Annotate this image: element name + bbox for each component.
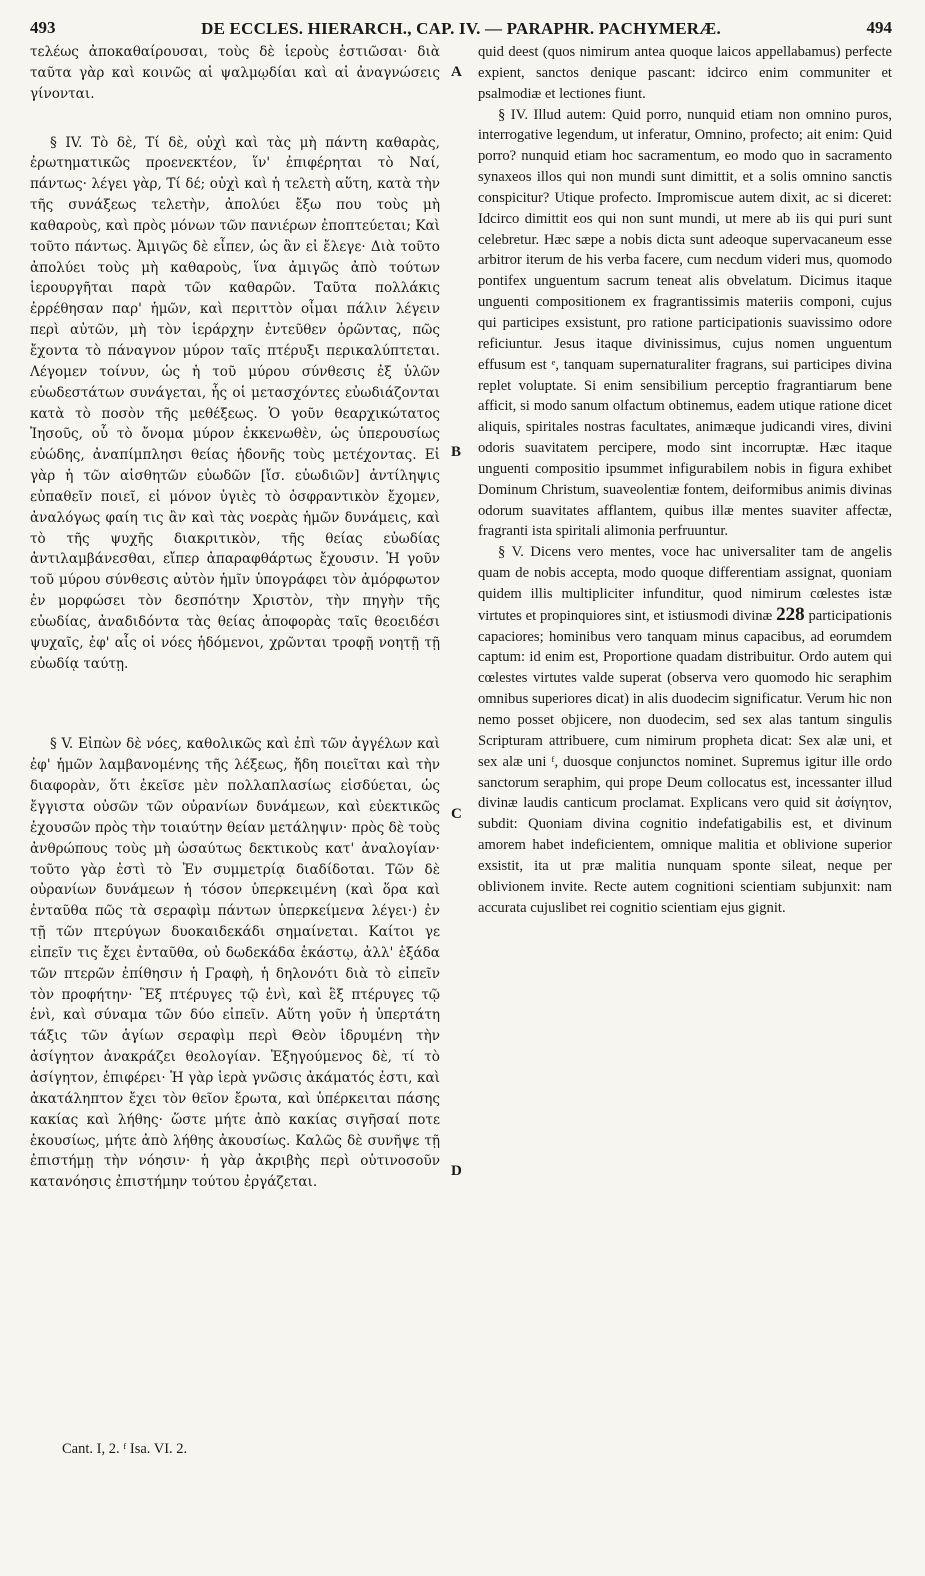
column-number: 228	[776, 603, 805, 625]
margin-letter: C	[451, 806, 462, 822]
greek-paragraph: § IV. Τὸ δὲ, Τί δὲ, οὐχὶ καὶ τὰς μὴ πάντη καθαρὰς, ἐρωτηματικῶς προενεκτέον, ἵν' ἐπιφέρηται τὸ Ναί, πάντως· λέγει γὰρ, Τί δέ; οὐχὶ καὶ ἡ τελετὴ αὕτη, κατὰ τὴν τῆς συνάξεως τελετὴν, ἀπολύει ἔξω που τοὺς μὴ καθαροὺς, καὶ πρὸς μόνων τῶν πανιέρων ἐποπτεύεται; Καὶ τοῦτο πάντως. Ἀμιγῶς δὲ εἶπεν, ὡς ἂν εἰ ἔλεγε· Διὰ τοῦτο ἀπολύει τοὺς μὴ καθαροὺς, ἵνα ἀμιγῶς ἀπὸ τούτων ἱερουργῆται παρὰ τῶν καθαρῶν. Ταῦτα πολλάκις ἐρρέθησαν παρ' ἡμῶν, καὶ περιττὸν οἶμαι πάλιν λέγειν περὶ αὐτῶν, μὴ τὸν ἱεράρχην ἐντεῦθεν ὁρῶντας, πῶς ἔχοντα τὸ πάναγνον μύρον ταῖς πτέρυξι περικαλύπτεται. Λέγομεν τοίνυν, ὡς ἡ τοῦ μύρου σύνθεσις ἐξ ὑλῶν εὐωδεστάτων συνάγεται, ἧς οἱ μετασχόντες εὐωδιάζονται κατὰ τὸ ποσὸν τῆς μεθέξεως. Ὁ γοῦν θεαρχικώτατος Ἰησοῦς, οὗ τὸ ὄνομα μύρον ἐκκενωθὲν, ὡς ὑπερουσίως εὐώδης, ἀναπίμπλησι θείας ἡδονῆς τοὺς μετέχοντας. Εἰ γὰρ ἡ τῶν αἰσθητῶν εὐωδῶν [ἴσ. εὐωδιῶν] ἀντίληψις εὐπαθεῖν ποιεῖ, εἰ μόνον ὑγιὲς τὸ ὀσφραντικὸν ἔχομεν, ἀναλόγως φαίη τις ἂν καὶ τὰς νοερὰς ἡμῶν δυνάμεις, καὶ τὸ τῆς ψυχῆς διακριτικὸν, τῆς θείας εὐωδίας ἀντιλαμβάνεσθαι, εἴπερ ἀπαραφθάρτως ἔχουσιν. Ἡ γοῦν τοῦ μύρου σύνθεσις αὐτὸν ἡμῖν ὑπογράφει τὸν ἀμόρφωτον ἐν μορφώσει τὸν δεσπότην Χριστὸν, τὴν πηγὴν τῆς εὐωδίας, ἀναδιδόντα τὰς θείας ἀποφορὰς ταῖς θεοειδέσι ψυχαῖς, ἐφ' αἷς οἱ νόες ἡδόμενοι, χρῶνται τροφῇ νοητῇ τῇ εὐωδίᾳ ταύτῃ.	[30, 134, 440, 672]
latin-paragraph: quid deest (quos nimirum antea quoque laicos appellabamus) perfecte expient, sanctos denique pascant: idcirco enim communiter et psalmodiæ et lectiones fiunt.	[478, 44, 892, 102]
greek-column	[30, 42, 440, 1193]
running-title: DE ECCLES. HIERARCH., CAP. IV. — PARAPHR. PACHYMERÆ.	[201, 19, 721, 38]
page-number-right: 494	[866, 18, 892, 37]
latin-text: participationis capaciores; hominibus vero tanquam minus capacibus, ad eorumdem captum: id enim est, Proportione quadam distribuitur. Ordo autem qui cœlestes virtutes valde superat (observa vero quomodo hic seraphim omnibus superiores dicat) in alis duodecim significatur. Verum hic non nemo posset objicere, non duodecim, sed sex alas tantum singulis Scripturam attribuere, cum nimirum propheta dicat: Sex alæ uni, et sex alæ uni ᶠ, duosque conjunctos nominet. Supremus igitur ille ordo sanctorum seraphim, qui prope Deum collocatus est, incessanter illud divinæ laudis canticum proclamat. Explicans vero quid sit ἀσίγητον, subdit: Quoniam divina cognitio indefatigabilis est, et divinum amorem habet indeficientem, omnique malitia et oblivione superior exsistit, ita ut præ malitia nunquam sponte sileat, neque per oblivionem invite. Recte autem cognitioni scientiam subjunxit: nam accurata cujuslibet rei cognitio scientiam ejus gignit.	[478, 607, 892, 916]
page-number-left: 493	[30, 18, 56, 37]
margin-letter: B	[451, 444, 462, 460]
margin-letter: A	[451, 64, 462, 80]
latin-paragraph	[478, 542, 892, 918]
running-header	[30, 18, 892, 44]
latin-column	[478, 42, 892, 918]
latin-text: § V. Dicens vero mentes, voce hac universaliter tam de angelis quam de nobis accepta, modo quoque differentiam assignat, quoniam quidem illis multipliciter infunditur, quod nimirum cœlestes istæ virtutes et propinquiores sint, et istiusmodi divinæ	[478, 544, 892, 624]
latin-paragraph: § IV. Illud autem: Quid porro, nunquid etiam non omnino puros, interrogative legendum, ut inferatur, Omnino, profecto; ait enim: Quid porro? nunquid etiam hoc sacramentum, eo modo quo in sacramento synaxeos illos qui non mundi sunt dimittit, et a solis omnino sanctis conspicitur? Utique profecto. Impromiscue autem dixit, ac si diceret: Idcirco dimittit eos qui non sunt mundi, ut mere ab iis qui puri sunt celebretur. Hæc sæpe a nobis dicta sunt adeoque supervacaneum esse arbitror iterum de his verba facere, cum necdum videri mus, quomodo pontifex unguentum sacrum teneat alis obvelatum. Dicimus itaque unguenti compositionem ex fragrantissimis materiis componi, cujus qui participes exsistunt, pro ratione participationis suavissimo odore reficiuntur. Jesus itaque divinissimus, cujus nomen unguentum effusum est ᵉ, tanquam supernaturaliter fragrans, sui participes divina replet voluptate. Si enim sensibilium perceptio fragrantiarum bene afficit, si modo sanum olfactum obtinemus, eadem utique ratione dicet aliquis, spiritales nostras facultates, animæque judicandi vires, divini odoris suavitatem percipere, modo sint incorruptæ. Hæc itaque unguenti compositio ipsummet infigurabilem nobis in figura exhibet Dominum Christum, suaveolentiæ fontem, deiformibus animis divinas odorum suavitates afflantem, quibus illæ mentes suaviter affectæ, fragranti ista spiritali alimonia perfruuntur.	[478, 106, 892, 540]
greek-paragraph: § V. Εἰπὼν δὲ νόες, καθολικῶς καὶ ἐπὶ τῶν ἀγγέλων καὶ ἐφ' ἡμῶν λαμβανομένης τῆς λέξεως, ἤδη ποιεῖται καὶ τὴν διαφορὰν, ὅτι ἐκεῖσε μὲν πολλαπλασίως εἰσδύεται, ὡς ἔγγιστα οὐσῶν τῶν οὐρανίων δυνάμεων, καὶ εὐεκτικῶς ἐχουσῶν πρὸς τὴν τοιαύτην θείαν μετάληψιν· πρὸς δὲ τοὺς ἀνθρώπους τοὺς μὴ ὡσαύτως δεκτικοὺς κατ' ἀναλογίαν· τοῦτο γὰρ ἐστὶ τὸ Ἐν συμμετρίᾳ διαδίδοται. Τῶν δὲ οὐρανίων δυνάμεων ἡ τόσον ὑπερκειμένη (καὶ ὅρα καὶ ἐνταῦθα πῶς τὰ σεραφὶμ πάντων ὑπερκείμενα λέγει·) ἐν τῇ τῶν πτερύγων δυοκαιδεκάδι σημαίνεται. Καίτοι γε εἰπεῖν τις ἔχει ἐνταῦθα, οὐ δωδεκάδα ἑκάστῳ, ἀλλ' ἑξάδα τῶν πτερῶν ἐπίθησιν ἡ Γραφὴ, ἡ δηλονότι διὰ τὸ εἰπεῖν τὸν προφήτην· Ἓξ πτέρυγες τῷ ἑνὶ, καὶ ἓξ πτέρυγες τῷ ἑνὶ, καὶ σύναμα τῶν δύο εἰπεῖν. Αὕτη γοῦν ἡ ὑπερτάτη τάξις τῶν ἁγίων σεραφὶμ περὶ Θεὸν ἱδρυμένη τὴν ἀσίγητον ἀνακράζει θεολογίαν. Ἐξηγούμενος δὲ, τί τὸ ἀσίγητον, ἐπιφέρει· Ἡ γὰρ ἱερὰ γνῶσις ἀκάματός ἐστι, καὶ ἀκατάληπτον ἔχει τὸν θεῖον ἔρωτα, καὶ ὑπέρκειται πάσης κακίας καὶ λήθης· ὥστε μήτε ἀπὸ κακίας σιγῆσαί ποτε ἑκουσίως, μήτε ἀπὸ λήθης ἀκουσίως. Καλῶς δὲ συνῆψε τῇ ἐπιστήμῃ τὴν νόησιν· ἡ γὰρ ἀκριβὴς περὶ οὑτινοσοῦν κατανόησις ἐπιστήμην τούτου ἐργάζεται.	[30, 736, 440, 1191]
greek-paragraph: τελέως ἀποκαθαίρουσαι, τοὺς δὲ ἱεροὺς ἑστιῶσαι· διὰ ταῦτα γὰρ καὶ κοινῶς αἱ ψαλμῳδίαι καὶ αἱ ἀναγνώσεις γίνονται.	[30, 44, 440, 102]
margin-letter: D	[451, 1163, 462, 1179]
footnote: Cant. I, 2. ᶠ Isa. VI. 2.	[62, 1441, 188, 1457]
